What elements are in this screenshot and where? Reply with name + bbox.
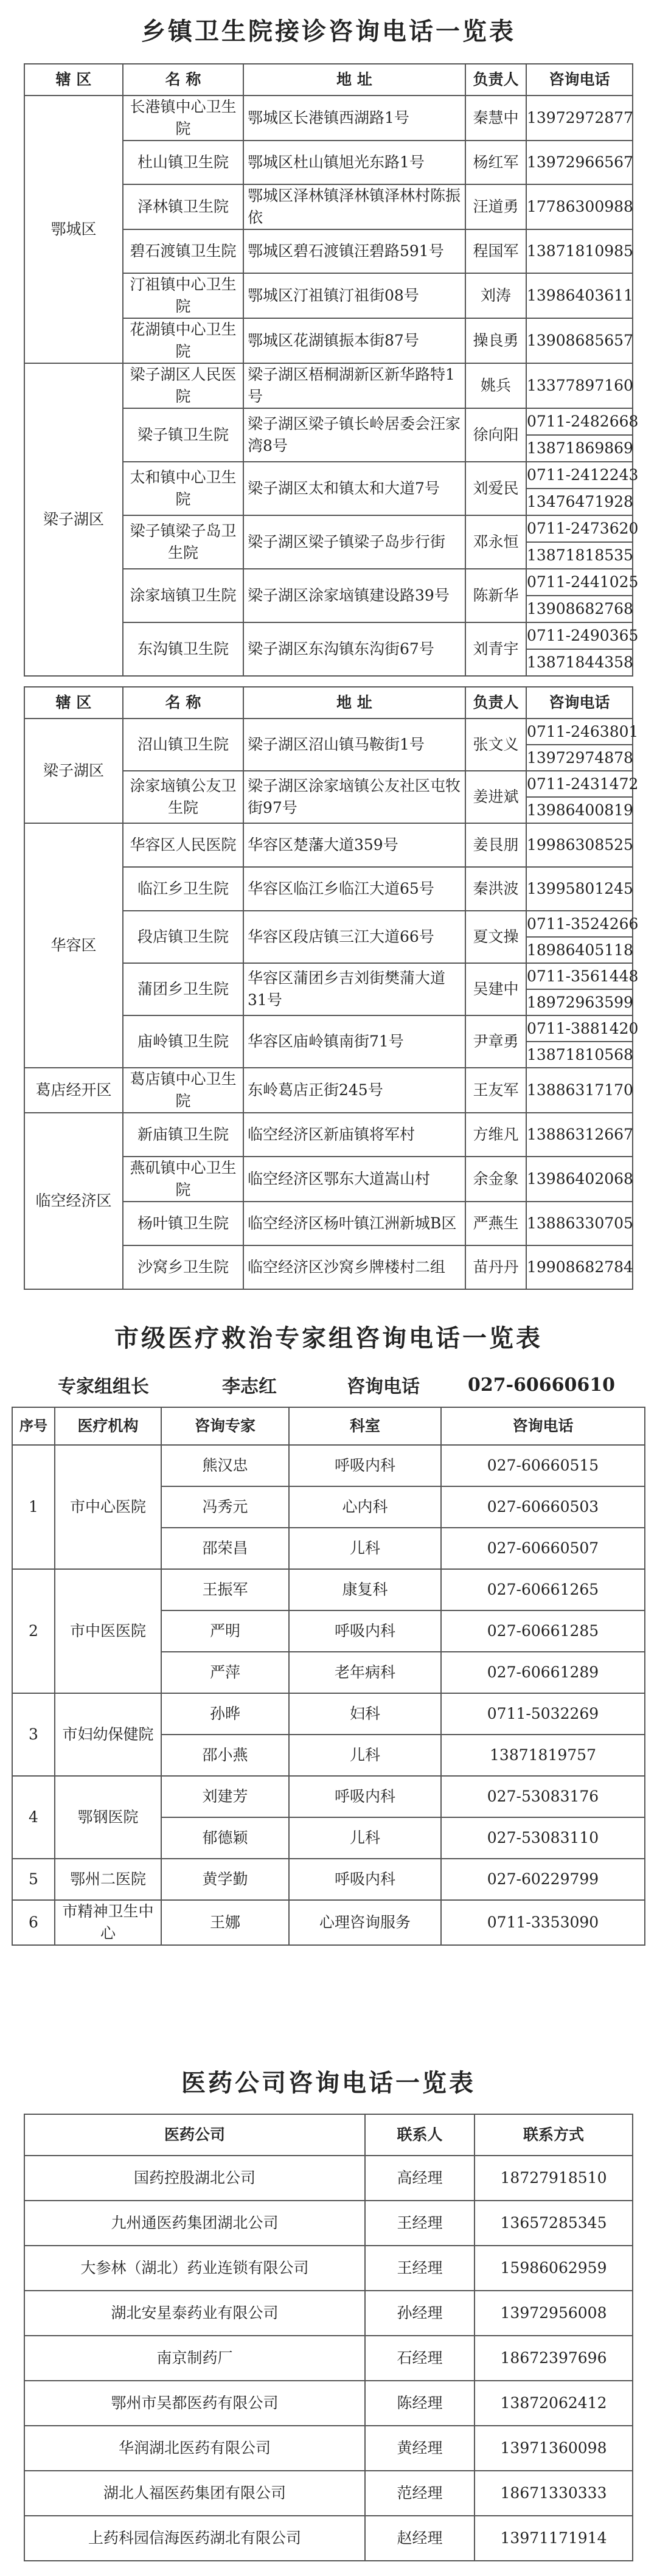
- phone-number: 0711-2441025: [527, 569, 632, 596]
- phone-number: 13871810985: [527, 242, 633, 260]
- phone-number: 13871818535: [527, 546, 633, 564]
- header-contact: 联系人: [365, 2114, 474, 2156]
- cell-company: 鄂州市吴都医药有限公司: [24, 2381, 365, 2426]
- cell-expert: 严萍: [161, 1652, 289, 1693]
- cell-person: 苗丹丹: [465, 1245, 526, 1289]
- cell-name: 沼山镇卫生院: [123, 719, 243, 771]
- cell-dept: 心理咨询服务: [289, 1900, 441, 1945]
- cell-person: 严燕生: [465, 1202, 526, 1245]
- cell-person: 刘青宇: [465, 622, 526, 676]
- table-row: [24, 2291, 633, 2336]
- cell-dept: 呼吸内科: [289, 1859, 441, 1900]
- cell-phone: 13972956008: [474, 2291, 633, 2336]
- cell-phone: [526, 569, 639, 622]
- cell-phone: 13872062412: [474, 2381, 633, 2426]
- table-row: [24, 363, 633, 408]
- cell-address: 梁子湖区东沟镇东沟街67号: [243, 622, 465, 676]
- cell-contact: 陈经理: [365, 2381, 474, 2426]
- cell-company: 九州通医药集团湖北公司: [24, 2201, 365, 2246]
- cell-phone: [526, 823, 633, 867]
- cell-person: 姜进斌: [465, 771, 526, 823]
- cell-person: 操良勇: [465, 318, 526, 363]
- cell-address: 梁子湖区太和镇太和大道7号: [243, 462, 465, 515]
- cell-phone: 13971171914: [474, 2516, 633, 2561]
- cell-district: 梁子湖区: [24, 363, 123, 676]
- header-person: 负责人: [465, 64, 526, 96]
- cell-no: 6: [12, 1900, 55, 1945]
- header-no: 序号: [12, 1407, 55, 1445]
- cell-phone: [526, 96, 633, 141]
- cell-phone: 18727918510: [474, 2156, 633, 2201]
- phone-number: 13886317170: [527, 1081, 633, 1099]
- cell-phone: 15986062959: [474, 2246, 633, 2291]
- cell-no: 4: [12, 1776, 55, 1859]
- leader-phone: 027-60660610: [467, 1374, 616, 1396]
- cell-phone: [526, 1068, 633, 1113]
- cell-org: 市中医医院: [55, 1569, 161, 1693]
- cell-phone: [526, 771, 639, 823]
- cell-address: 梁子湖区梧桐湖新区新华路特1号: [243, 363, 465, 408]
- cell-no: 2: [12, 1569, 55, 1693]
- cell-contact: 王经理: [365, 2201, 474, 2246]
- cell-person: 姜艮朋: [465, 823, 526, 867]
- phone-number: 13871810568: [527, 1046, 633, 1063]
- cell-district: 华容区: [24, 823, 123, 1068]
- cell-phone: [526, 184, 633, 229]
- cell-phone: 13657285345: [474, 2201, 633, 2246]
- cell-person: 方维凡: [465, 1113, 526, 1157]
- cell-contact: 范经理: [365, 2471, 474, 2516]
- cell-person: 陈新华: [465, 569, 526, 622]
- table-row: [24, 719, 633, 771]
- cell-district: 鄂城区: [24, 96, 123, 363]
- cell-phone: [526, 318, 633, 363]
- cell-address: 华容区楚藩大道359号: [243, 823, 465, 867]
- cell-name: 沙窝乡卫生院: [123, 1245, 243, 1289]
- header-dept: 科室: [289, 1407, 441, 1445]
- title-pharma-companies: 医药公司咨询电话一览表: [181, 2069, 476, 2097]
- table-row: [24, 2426, 633, 2471]
- cell-contact: 黄经理: [365, 2426, 474, 2471]
- table-row: [24, 96, 633, 141]
- cell-person: 徐向阳: [465, 408, 526, 462]
- cell-phone: 027-60661285: [441, 1610, 645, 1652]
- phone-number: 13377897160: [527, 377, 633, 394]
- cell-phone: 0711-5032269: [441, 1693, 645, 1735]
- phone-number: 13972972877: [527, 109, 633, 127]
- cell-phone: 18671330333: [474, 2471, 633, 2516]
- table-row: [12, 1569, 645, 1610]
- cell-address: 鄂城区泽林镇泽林镇泽林村陈振依: [243, 184, 465, 229]
- cell-phone: [526, 1202, 633, 1245]
- cell-phone: 18672397696: [474, 2336, 633, 2381]
- cell-address: 梁子湖区涂家垴镇建设路39号: [243, 569, 465, 622]
- cell-person: 刘涛: [465, 273, 526, 318]
- cell-expert: 冯秀元: [161, 1486, 289, 1528]
- phone-number: 13871844358: [527, 653, 633, 671]
- cell-company: 湖北安星泰药业有限公司: [24, 2291, 365, 2336]
- cell-district: 梁子湖区: [24, 719, 123, 823]
- table-row: [24, 2201, 633, 2246]
- cell-dept: 呼吸内科: [289, 1610, 441, 1652]
- phone-number: 0711-3881420: [527, 1016, 632, 1042]
- leader-label: 专家组组长: [58, 1376, 149, 1398]
- cell-name: 庙岭镇卫生院: [123, 1015, 243, 1068]
- phone-number: 13886330705: [527, 1214, 633, 1232]
- cell-address: 梁子湖区涂家垴镇公友社区屯牧街97号: [243, 771, 465, 823]
- cell-phone: [526, 229, 633, 273]
- cell-name: 杨叶镇卫生院: [123, 1202, 243, 1245]
- section-township-hospitals-2: [0, 674, 657, 1314]
- phone-number: 13871869869: [527, 439, 633, 457]
- phone-number: 13986403611: [527, 287, 633, 304]
- cell-phone: [526, 273, 633, 318]
- cell-name: 花湖镇中心卫生院: [123, 318, 243, 363]
- phone-number: 18972963599: [527, 994, 633, 1011]
- header-name: 名 称: [123, 64, 243, 96]
- table-township-hospitals-1: [24, 63, 639, 677]
- phone-number: 0711-2463801: [527, 719, 632, 745]
- header-district: 辖 区: [24, 64, 123, 96]
- phone-number: 0711-2473620: [527, 516, 632, 543]
- cell-expert: 郁德颖: [161, 1817, 289, 1859]
- table-township-hospitals-2: [24, 686, 639, 1290]
- cell-company: 华润湖北医药有限公司: [24, 2426, 365, 2471]
- header-district: 辖 区: [24, 687, 123, 719]
- cell-address: 鄂城区杜山镇旭光东路1号: [243, 141, 465, 184]
- cell-name: 梁子镇卫生院: [123, 408, 243, 462]
- leader-name: 李志红: [222, 1376, 277, 1398]
- section-expert-group: [0, 1314, 657, 2053]
- cell-dept: 儿科: [289, 1528, 441, 1569]
- cell-name: 太和镇中心卫生院: [123, 462, 243, 515]
- cell-name: 涂家垴镇公友卫生院: [123, 771, 243, 823]
- cell-address: 临空经济区杨叶镇江洲新城B区: [243, 1202, 465, 1245]
- cell-no: 1: [12, 1445, 55, 1569]
- cell-no: 3: [12, 1693, 55, 1776]
- cell-phone: 0711-3353090: [441, 1900, 645, 1945]
- cell-name: 新庙镇卫生院: [123, 1113, 243, 1157]
- cell-phone: [526, 363, 633, 408]
- header-address: 地 址: [243, 687, 465, 719]
- title-expert-group: 市级医疗救治专家组咨询电话一览表: [114, 1324, 543, 1352]
- phone-number: 13476471928: [527, 493, 633, 510]
- cell-address: 梁子湖区梁子镇梁子岛步行街: [243, 515, 465, 569]
- phone-number: 0711-2431472: [527, 771, 632, 798]
- title-township-hospitals: 乡镇卫生院接诊咨询电话一览表: [141, 17, 516, 46]
- header-expert: 咨询专家: [161, 1407, 289, 1445]
- cell-person: 刘爱民: [465, 462, 526, 515]
- cell-name: 梁子镇梁子岛卫生院: [123, 515, 243, 569]
- header-phone: 联系方式: [474, 2114, 633, 2156]
- cell-phone: [526, 515, 639, 569]
- table-row: [12, 1776, 645, 1817]
- section-township-hospitals-1: [0, 0, 657, 674]
- cell-company: 大参林（湖北）药业连锁有限公司: [24, 2246, 365, 2291]
- table-row: [12, 1693, 645, 1735]
- cell-dept: 康复科: [289, 1569, 441, 1610]
- cell-address: 华容区临江乡临江大道65号: [243, 867, 465, 911]
- cell-no: 5: [12, 1859, 55, 1900]
- table-pharma-companies: [24, 2114, 633, 2561]
- cell-expert: 黄学勤: [161, 1859, 289, 1900]
- phone-number: 19986308525: [527, 836, 633, 854]
- phone-number: 0711-3524266: [527, 911, 632, 938]
- cell-expert: 邵小燕: [161, 1735, 289, 1776]
- cell-expert: 王娜: [161, 1900, 289, 1945]
- phone-number: 0711-2412243: [527, 462, 632, 489]
- cell-expert: 熊汉忠: [161, 1445, 289, 1486]
- table-row: [24, 1068, 633, 1113]
- cell-person: 王友军: [465, 1068, 526, 1113]
- cell-name: 华容区人民医院: [123, 823, 243, 867]
- header-phone: 咨询电话: [526, 64, 633, 96]
- cell-company: 国药控股湖北公司: [24, 2156, 365, 2201]
- cell-phone: 027-53083176: [441, 1776, 645, 1817]
- cell-phone: [526, 622, 639, 676]
- cell-phone: 027-60660503: [441, 1486, 645, 1528]
- cell-phone: [526, 1157, 633, 1202]
- cell-name: 葛店镇中心卫生院: [123, 1068, 243, 1113]
- cell-person: 姚兵: [465, 363, 526, 408]
- cell-phone: 027-60660515: [441, 1445, 645, 1486]
- header-person: 负责人: [465, 687, 526, 719]
- header-phone: 咨询电话: [526, 687, 633, 719]
- cell-phone: 027-53083110: [441, 1817, 645, 1859]
- cell-name: 燕矶镇中心卫生院: [123, 1157, 243, 1202]
- cell-person: 张文义: [465, 719, 526, 771]
- cell-address: 梁子湖区沼山镇马鞍街1号: [243, 719, 465, 771]
- cell-person: 尹章勇: [465, 1015, 526, 1068]
- phone-number: 0711-3561448: [527, 964, 632, 990]
- header-address: 地 址: [243, 64, 465, 96]
- cell-dept: 呼吸内科: [289, 1776, 441, 1817]
- cell-name: 蒲团乡卫生院: [123, 963, 243, 1015]
- cell-address: 东岭葛店正街245号: [243, 1068, 465, 1113]
- table-row: [12, 1900, 645, 1945]
- cell-dept: 妇科: [289, 1693, 441, 1735]
- cell-dept: 心内科: [289, 1486, 441, 1528]
- cell-district: 临空经济区: [24, 1113, 123, 1289]
- cell-expert: 邵荣昌: [161, 1528, 289, 1569]
- cell-phone: 13871819757: [441, 1735, 645, 1776]
- cell-org: 鄂钢医院: [55, 1776, 161, 1859]
- cell-company: 上药科园信海医药湖北有限公司: [24, 2516, 365, 2561]
- cell-contact: 石经理: [365, 2336, 474, 2381]
- cell-name: 段店镇卫生院: [123, 911, 243, 963]
- cell-phone: [526, 1113, 633, 1157]
- header-org: 医疗机构: [55, 1407, 161, 1445]
- cell-person: 邓永恒: [465, 515, 526, 569]
- cell-org: 市中心医院: [55, 1445, 161, 1569]
- table-row: [24, 823, 633, 867]
- cell-phone: 027-60661289: [441, 1652, 645, 1693]
- header-name: 名 称: [123, 687, 243, 719]
- phone-number: 13986400819: [527, 801, 633, 819]
- phone-number: 13886312667: [527, 1126, 633, 1143]
- phone-number: 17786300988: [527, 198, 633, 215]
- cell-contact: 高经理: [365, 2156, 474, 2201]
- cell-phone: [526, 867, 633, 911]
- table-row: [12, 1859, 645, 1900]
- cell-phone: [526, 911, 639, 963]
- table-row: [24, 2516, 633, 2561]
- header-phone: 咨询电话: [441, 1407, 645, 1445]
- cell-address: 鄂城区花湖镇振本街87号: [243, 318, 465, 363]
- cell-person: 夏文操: [465, 911, 526, 963]
- phone-number: 13972966567: [527, 153, 633, 171]
- cell-address: 临空经济区沙窝乡牌楼村二组: [243, 1245, 465, 1289]
- section-pharma-companies: [0, 2053, 657, 2576]
- table-row: [24, 2246, 633, 2291]
- cell-contact: 赵经理: [365, 2516, 474, 2561]
- phone-number: 13908682768: [527, 600, 633, 618]
- cell-name: 东沟镇卫生院: [123, 622, 243, 676]
- cell-phone: [526, 462, 639, 515]
- cell-name: 杜山镇卫生院: [123, 141, 243, 184]
- cell-person: 秦洪波: [465, 867, 526, 911]
- cell-phone: [526, 1245, 633, 1289]
- cell-name: 泽林镇卫生院: [123, 184, 243, 229]
- cell-company: 湖北人福医药集团有限公司: [24, 2471, 365, 2516]
- cell-name: 临江乡卫生院: [123, 867, 243, 911]
- cell-person: 杨红军: [465, 141, 526, 184]
- phone-number: 0711-2490365: [527, 623, 632, 650]
- cell-expert: 刘建芳: [161, 1776, 289, 1817]
- cell-district: 葛店经开区: [24, 1068, 123, 1113]
- cell-address: 华容区蒲团乡吉刘街樊蒲大道31号: [243, 963, 465, 1015]
- cell-address: 鄂城区碧石渡镇汪碧路591号: [243, 229, 465, 273]
- cell-address: 鄂城区长港镇西湖路1号: [243, 96, 465, 141]
- leader-phone-label: 咨询电话: [347, 1376, 420, 1398]
- cell-phone: [526, 408, 639, 462]
- cell-name: 汀祖镇中心卫生院: [123, 273, 243, 318]
- cell-phone: 027-60661265: [441, 1569, 645, 1610]
- cell-name: 涂家垴镇卫生院: [123, 569, 243, 622]
- cell-person: 秦慧中: [465, 96, 526, 141]
- cell-contact: 王经理: [365, 2246, 474, 2291]
- phone-number: 18986405118: [527, 941, 633, 959]
- cell-address: 梁子湖区梁子镇长岭居委会汪家湾8号: [243, 408, 465, 462]
- cell-phone: 027-60660507: [441, 1528, 645, 1569]
- cell-phone: [526, 1015, 639, 1068]
- cell-dept: 儿科: [289, 1817, 441, 1859]
- cell-name: 梁子湖区人民医院: [123, 363, 243, 408]
- cell-org: 鄂州二医院: [55, 1859, 161, 1900]
- cell-phone: [526, 963, 639, 1015]
- cell-address: 华容区庙岭镇南街71号: [243, 1015, 465, 1068]
- cell-contact: 孙经理: [365, 2291, 474, 2336]
- cell-phone: 13971360098: [474, 2426, 633, 2471]
- cell-phone: [526, 141, 633, 184]
- phone-number: 13986402068: [527, 1170, 633, 1188]
- phone-number: 0711-2482668: [527, 409, 632, 436]
- header-company: 医药公司: [24, 2114, 365, 2156]
- cell-name: 碧石渡镇卫生院: [123, 229, 243, 273]
- cell-company: 南京制药厂: [24, 2336, 365, 2381]
- expert-leader-row: [0, 1363, 657, 1407]
- cell-org: 市精神卫生中心: [55, 1900, 161, 1945]
- phone-number: 13972974878: [527, 749, 633, 767]
- phone-number: 13908685657: [527, 332, 633, 349]
- cell-expert: 孙晔: [161, 1693, 289, 1735]
- cell-dept: 老年病科: [289, 1652, 441, 1693]
- phone-number: 13995801245: [527, 880, 633, 897]
- cell-address: 临空经济区鄂东大道嵩山村: [243, 1157, 465, 1202]
- cell-person: 程国军: [465, 229, 526, 273]
- cell-phone: 027-60229799: [441, 1859, 645, 1900]
- cell-address: 鄂城区汀祖镇汀祖街08号: [243, 273, 465, 318]
- table-row: [24, 2381, 633, 2426]
- table-row: [12, 1445, 645, 1486]
- cell-address: 华容区段店镇三江大道66号: [243, 911, 465, 963]
- cell-expert: 王振军: [161, 1569, 289, 1610]
- table-row: [24, 2471, 633, 2516]
- cell-person: 汪道勇: [465, 184, 526, 229]
- cell-expert: 严明: [161, 1610, 289, 1652]
- table-row: [24, 2156, 633, 2201]
- cell-person: 余金象: [465, 1157, 526, 1202]
- cell-person: 吴建中: [465, 963, 526, 1015]
- table-row: [24, 2336, 633, 2381]
- cell-name: 长港镇中心卫生院: [123, 96, 243, 141]
- cell-phone: [526, 719, 639, 771]
- cell-address: 临空经济区新庙镇将军村: [243, 1113, 465, 1157]
- phone-number: 19908682784: [527, 1258, 633, 1276]
- table-expert-group: [12, 1407, 645, 1946]
- cell-org: 市妇幼保健院: [55, 1693, 161, 1776]
- cell-dept: 儿科: [289, 1735, 441, 1776]
- cell-dept: 呼吸内科: [289, 1445, 441, 1486]
- table-row: [24, 1113, 633, 1157]
